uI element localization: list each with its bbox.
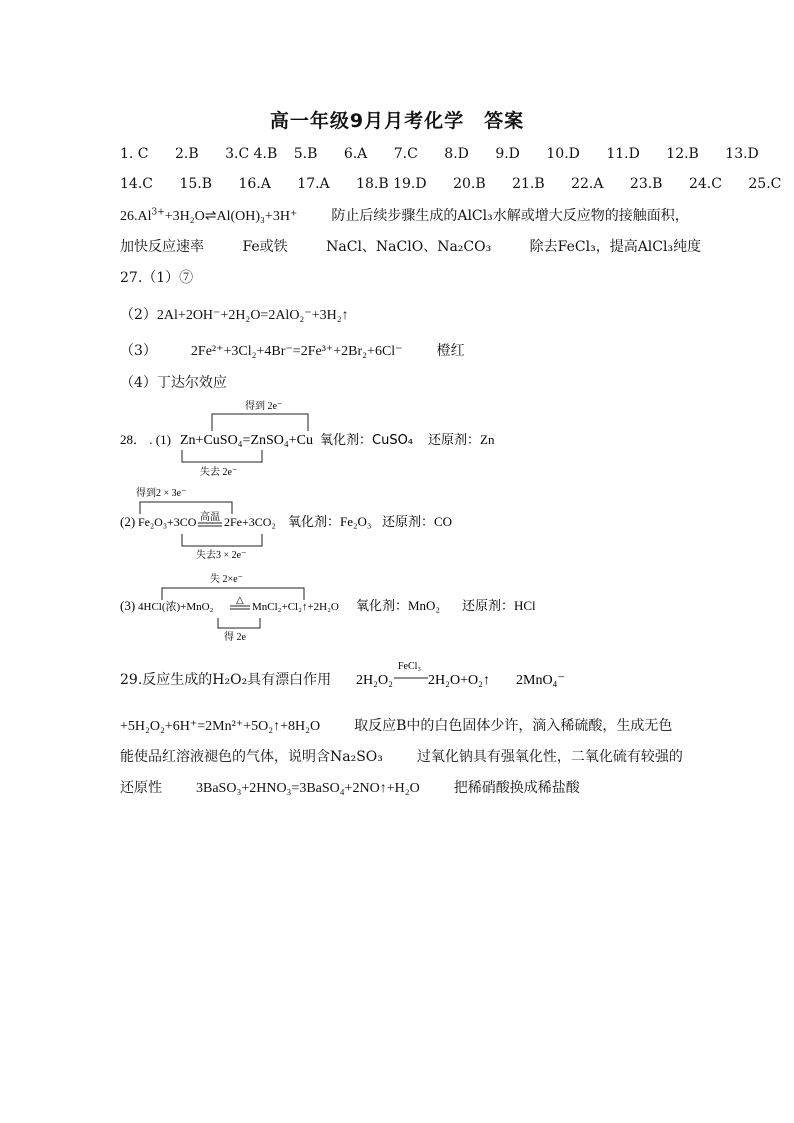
q29-line-3 [120, 747, 683, 767]
reaction-condition: 高温 [200, 512, 220, 523]
q29-line-2 [120, 716, 672, 737]
mc-answer: 16.A [238, 176, 271, 192]
q27-equation-2: 2Al+2OH⁻+2H₂O=2AlO₂⁻+3H₂↑ [156, 308, 349, 323]
q27-part-4: （4）丁达尔效应 [120, 375, 227, 391]
q28-label-2: (2) [120, 514, 136, 529]
q29-conclusion: 能使品红溶液褪色的气体，说明含Na₂SO₃ [120, 749, 383, 765]
q29-line-1 [120, 670, 331, 690]
q28-part2-diagram [120, 484, 520, 564]
mc-answer: 23.B [629, 176, 663, 192]
mc-answer: 13.D [725, 146, 759, 162]
heat-condition: △ [236, 595, 244, 606]
q27-head: 27.（1）⑦ [120, 270, 194, 286]
mc-answer: 1. C [120, 146, 149, 162]
oxidant-answer-1: 氧化剂：CuSO₄ [320, 433, 414, 448]
electron-loss-label: 失去3 × 2e⁻ [196, 550, 247, 561]
mc-answer: 12.B [666, 146, 699, 162]
mc-answer: 3.C 4.B [225, 146, 278, 162]
q29-equation-2: +5H₂O₂+6H⁺=2Mn²⁺+5O₂↑+8H₂O [120, 719, 321, 734]
electron-loss-label: 失去 2e⁻ [200, 467, 238, 478]
reductant-answer-3: 还原剂：HCl [462, 598, 536, 613]
mc-answer: 10.D [546, 146, 580, 162]
q26-answer-4: 除去FeCl₃，提高AlCl₃纯度 [529, 239, 702, 255]
mc-answer: 25.C [748, 176, 782, 192]
q29-intro: 29.反应生成的H₂O₂具有漂白作用 [120, 672, 332, 688]
oxidant-answer-2: 氧化剂：Fe₂O₃ [288, 514, 372, 529]
mc-answer: 14.C [120, 176, 153, 192]
q28-equation-3-left: 4HCl(浓)+MnO₂ [138, 601, 214, 613]
charge-superscript: 3+ [151, 207, 165, 218]
electron-gain-label: 得到2 × 3e⁻ [136, 488, 187, 499]
q29-reason-cont: 还原性 [120, 780, 162, 796]
q27-equation-3: 2Fe²⁺+3Cl₂+4Br⁻=2Fe³⁺+2Br₂+6Cl⁻ [190, 344, 403, 359]
q27-label-3: （3） [120, 343, 157, 359]
q26-prefix: 26.Al [120, 209, 152, 224]
mc-answer: 24.C [688, 176, 722, 192]
q26-reason: 防止后续步骤生成的AlCl₃水解或增大反应物的接触面积， [331, 208, 689, 224]
electron-loss-bracket [162, 588, 304, 600]
q28-equation-1: Zn+CuSO₄=ZnSO₄+Cu [180, 433, 314, 448]
electron-loss-bracket [182, 450, 262, 462]
q28-equation-3-right: MnCl₂+Cl₂↑+2H₂O [252, 601, 339, 613]
q29-improvement: 把稀硝酸换成稀盐酸 [453, 780, 580, 796]
q28-label-3: (3) [120, 598, 136, 613]
q28-equation-2-left: Fe₂O₃+3CO [138, 515, 197, 529]
q29-experiment: 取反应B中的白色固体少许，滴入稀硫酸，生成无色 [354, 718, 673, 734]
electron-gain-label: 得到 2e⁻ [245, 401, 283, 412]
q29-permanganate: 2MnO₄⁻ [516, 673, 565, 688]
q29-reason: 过氧化钠具有强氧化性，二氧化硫有较强的 [416, 749, 683, 765]
mc-answer: 11.D [606, 146, 640, 162]
q28-label-1: 28． . (1) [120, 432, 171, 447]
q26-equation: +3H₂O⇌Al(OH)₃+3H⁺ [164, 209, 298, 224]
q26-answer-2: Fe或铁 [242, 239, 288, 255]
q28-equation-2-right: 2Fe+3CO₂ [224, 515, 276, 529]
mc-answer: 22.A [571, 176, 604, 192]
mc-answers-row-2 [120, 174, 781, 194]
electron-loss-bracket [182, 534, 262, 546]
q26-reason-cont: 加快反应速率 [120, 239, 204, 255]
q26-line-2 [120, 237, 701, 257]
mc-answer: 9.D [495, 146, 520, 162]
mc-answer: 2.B [174, 146, 199, 162]
q29-equation-4: 3BaSO₃+2HNO₃=3BaSO₄+2NO↑+H₂O [196, 781, 420, 796]
reductant-answer-2: 还原剂：CO [382, 514, 453, 529]
q29-decomposition [356, 656, 596, 692]
q28-part3-diagram [120, 568, 560, 648]
q27-part-2 [120, 305, 349, 326]
q29-line-4 [120, 778, 580, 799]
reductant-answer-1: 还原剂：Zn [428, 432, 495, 447]
mc-answer: 15.B [179, 176, 212, 192]
mc-answer: 7.C [393, 146, 418, 162]
mc-answer: 20.B [453, 176, 486, 192]
mc-answer: 6.A [343, 146, 368, 162]
q28-part1-diagram [120, 396, 520, 476]
q26-answer-3: NaCl、NaClO、Na₂CO₃ [326, 239, 492, 255]
mc-answer: 5.B [293, 146, 318, 162]
electron-gain-label: 得 2e [224, 632, 246, 643]
q27-part-3 [120, 341, 465, 362]
electron-gain-bracket [212, 414, 308, 431]
catalyst-label: FeCl₃ [398, 661, 421, 672]
q29-eq-left: 2H₂O₂ [356, 673, 393, 688]
mc-answer: 18.B 19.D [356, 176, 427, 192]
electron-loss-label: 失 2×e⁻ [210, 574, 243, 585]
electron-gain-bracket [218, 618, 260, 628]
q29-eq-right: 2H₂O+O₂↑ [428, 673, 490, 688]
oxidant-answer-3: 氧化剂：MnO₂ [356, 598, 440, 613]
q27-label-2: （2） [120, 307, 157, 323]
mc-answers-row-1 [120, 144, 759, 164]
page-title: 高一年级9月月考化学 答案 [269, 110, 525, 132]
mc-answer: 21.B [512, 176, 545, 192]
q27-color: 橙红 [436, 343, 465, 359]
mc-answer: 8.D [444, 146, 469, 162]
mc-answer: 17.A [297, 176, 330, 192]
q26-line-1 [120, 206, 689, 227]
